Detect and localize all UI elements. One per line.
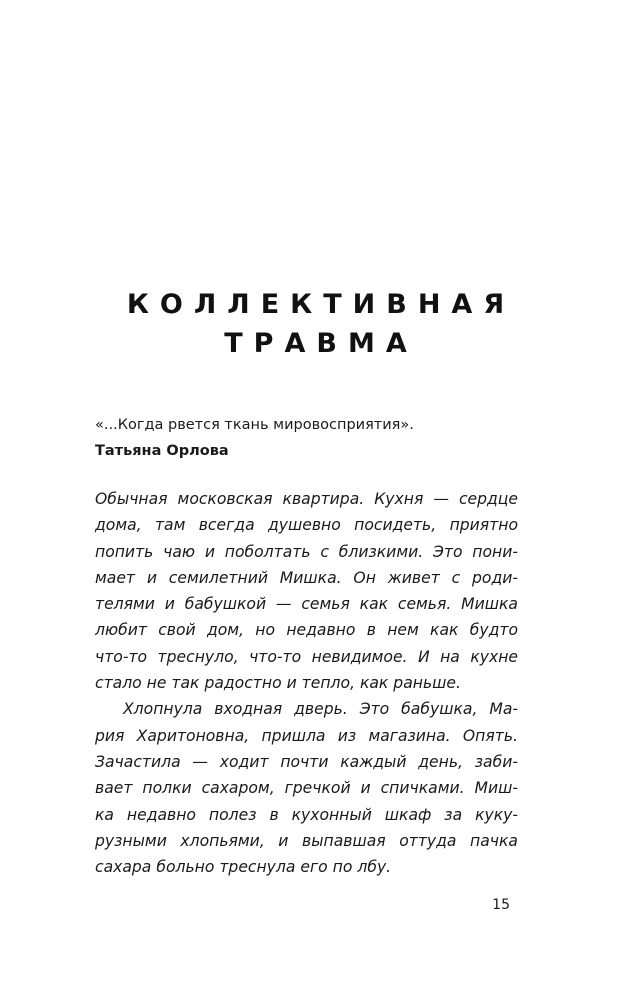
- body-line: телями и бабушкой — семья как семья. Мишка: [95, 595, 518, 614]
- body-line: попить чаю и поболтать с близкими. Это пони-: [95, 542, 518, 561]
- body-line: рия Харитоновна, пришла из магазина. Опять.: [95, 726, 518, 745]
- body-line: ка недавно полез в кухонный шкаф за куку-: [95, 805, 518, 824]
- body-line: Хлопнула входная дверь. Это бабушка, Ма-: [123, 700, 518, 719]
- body-line: любит свой дом, но недавно в нем как будто: [95, 621, 518, 640]
- page-number: 15: [492, 897, 510, 913]
- body-line: сахара больно треснула его по лбу.: [95, 858, 392, 877]
- body-text: [95, 486, 518, 880]
- body-line: стало не так радостно и тепло, как раньше.: [95, 674, 461, 693]
- body-line: вает полки сахаром, гречкой и спичками. Миш-: [95, 779, 518, 798]
- body-line: Зачастила — ходит почти каждый день, заби-: [95, 752, 518, 771]
- body-line: рузными хлопьями, и выпавшая оттуда пачка: [95, 831, 518, 850]
- body-line: что-то треснуло, что-то невидимое. И на кухне: [95, 647, 518, 666]
- epigraph-author: Татьяна Орлова: [95, 443, 229, 459]
- body-line: Обычная московская квартира. Кухня — сердце: [95, 490, 518, 508]
- chapter-title-line-2: ТРАВМА: [224, 328, 418, 359]
- body-line: мает и семилетний Мишка. Он живет с роди-: [95, 568, 518, 587]
- body-line: дома, там всегда душевно посидеть, приятно: [95, 516, 518, 535]
- chapter-title-line-1: КОЛЛЕКТИВНАЯ: [126, 289, 516, 320]
- epigraph-quote: «...Когда рвется ткань мировосприятия».: [95, 417, 414, 433]
